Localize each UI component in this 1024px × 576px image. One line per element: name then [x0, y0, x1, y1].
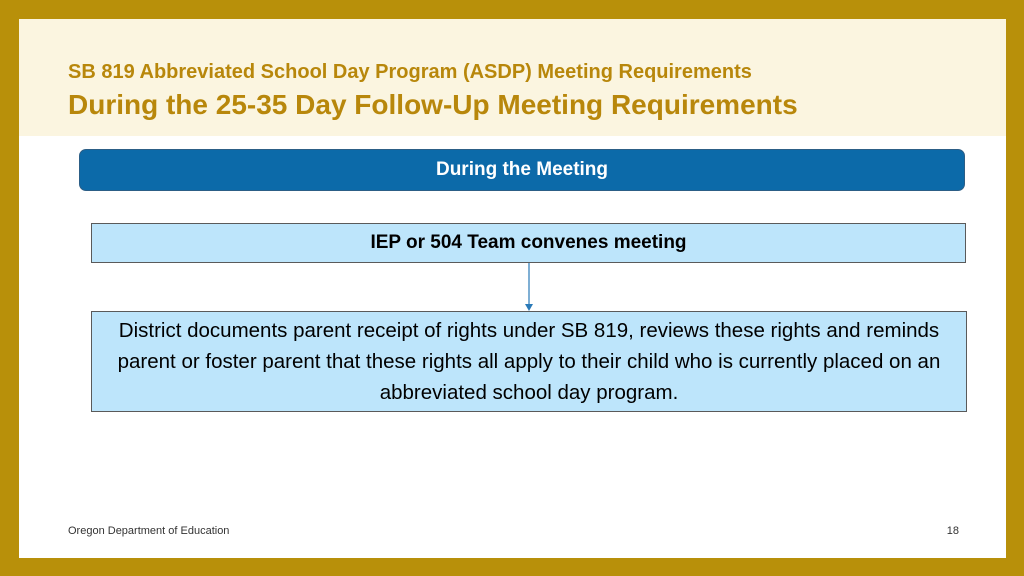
flow-step-team-convenes: [91, 223, 966, 263]
flow-step-district-documents: [91, 311, 967, 412]
slide-title: SB 819 Abbreviated School Day Program (ASDP) Meeting Requirements: [68, 61, 752, 83]
footer-page-number: 18: [946, 525, 959, 537]
slide-header: [19, 19, 1006, 136]
slide-subtitle: During the 25-35 Day Follow-Up Meeting Requirements: [68, 89, 798, 120]
arrow-head: [525, 304, 533, 311]
slide: [19, 19, 1006, 558]
section-bar-label: During the Meeting: [435, 159, 609, 180]
section-bar-during-meeting: [79, 149, 965, 191]
flow-step-text: District documents parent receipt of rights under SB 819, reviews these rights and reminds parent or foster parent that these rights all apply to their child who is currently placed on an abbreviated school day program.: [117, 319, 941, 404]
flow-step-label: IEP or 504 Team convenes meeting: [370, 232, 687, 253]
footer-organization: Oregon Department of Education: [68, 525, 230, 537]
